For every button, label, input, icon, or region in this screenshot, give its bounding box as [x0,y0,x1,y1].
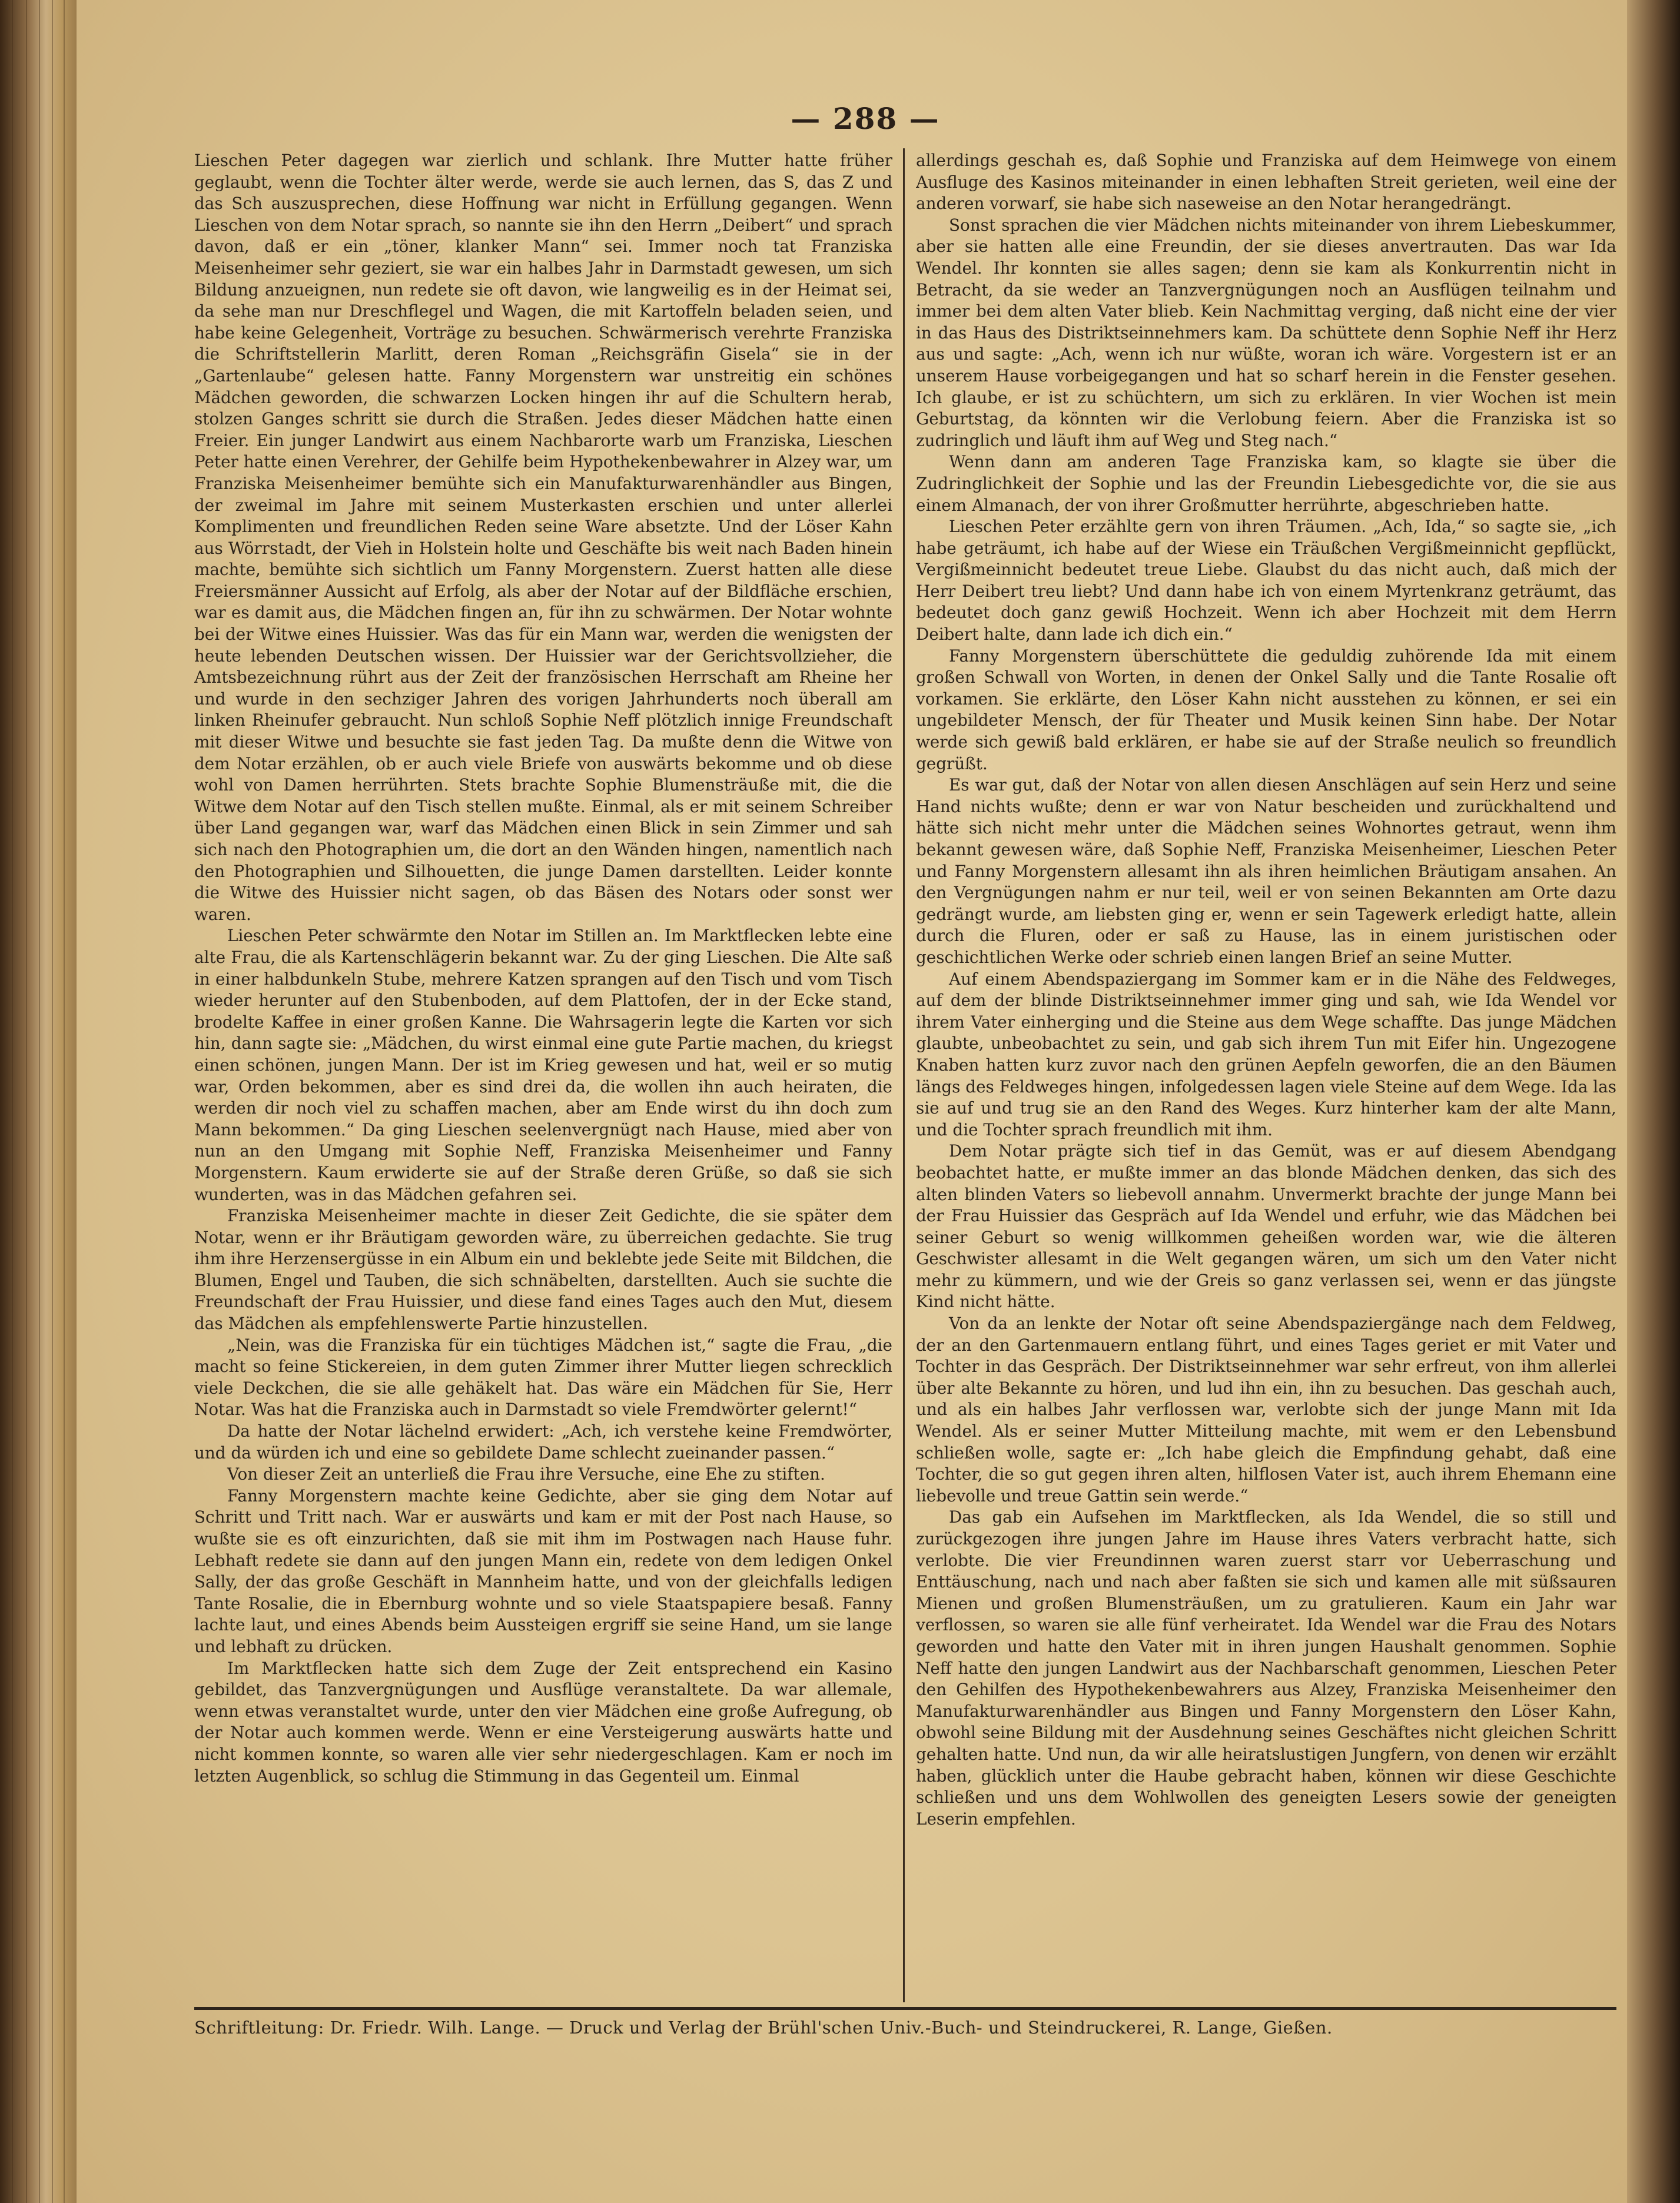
paragraph: Sonst sprachen die vier Mädchen nichts miteinander von ihrem Liebeskummer, aber sie hatten alle eine Freundin, der sie dieses anvertrauten. Das war Ida Wendel. Ihr konnten sie alles sagen; denn sie kam als Konkurrentin nicht in Betracht, da sie weder an Tanzvergnügungen noch an Ausflügen teilnahm und immer bei dem alten Vater blieb. Kein Nachmittag verging, daß nicht eine der vier in das Haus des Distriktseinnehmers kam. Da schüttete denn Sophie Neff ihr Herz aus und sagte: „Ach, wenn ich nur wüßte, woran ich wäre. Vorgestern ist er an unserem Hause vorbeigegangen und hat so scharf herein in die Fenster gesehen. Ich glaube, er ist zu schüchtern, um sich zu erklären. In vier Wochen ist mein Geburtstag, da könnten wir die Verlobung feiern. Aber die Franziska ist so zudringlich und läuft ihm auf Weg und Steg nach.“ [916,215,1616,450]
paragraph: allerdings geschah es, daß Sophie und Franziska auf dem Heimwege von einem Ausfluge des Kasinos miteinander in einen lebhaften Streit gerieten, weil eine der anderen vorwarf, sie habe sich naseweise an den Notar herangedrängt. [916,151,1616,214]
book-page-edges-right [1627,0,1680,2203]
paragraph: Auf einem Abendspaziergang im Sommer kam er in die Nähe des Feldweges, auf dem der blinde Distriktseinnehmer immer ging und sah, wie Ida Wendel vor ihrem Vater einherging und die Steine aus dem Wege schaffte. Das junge Mädchen glaubte, unbeobachtet zu sein, und gab sich ihrem Tun mit Eifer hin. Ungezogene Knaben hatten kurz zuvor nach den grünen Aepfeln geworfen, die an den Bäumen längs des Feldweges hingen, infolgedessen lagen viele Steine auf dem Wege. Ida las sie auf und trug sie an den Rand des Weges. Kurz hinterher kam der alte Mann, und die Tochter sprach freundlich mit ihm. [916,969,1616,1139]
page-number: — 288 — [791,101,940,136]
paragraph: Es war gut, daß der Notar von allen diesen Anschlägen auf sein Herz und seine Hand nichts wußte; denn er war von Natur bescheiden und zurückhaltend und hätte sich nicht mehr unter die Mädchen seines Wohnortes getraut, wenn ihm bekannt gewesen wäre, daß Sophie Neff, Franziska Meisenheimer, Lieschen Peter und Fanny Morgenstern allesamt ihn als ihren heimlichen Bräutigam ansahen. An den Vergnügungen nahm er nur teil, weil er von seinen Bekannten am Orte dazu gedrängt wurde, am liebsten ging er, wenn er sein Tagewerk erledigt hatte, allein durch die Fluren, oder er saß zu Hause, las in einem juristischen oder geschichtlichen Werke oder schrieb einen langen Brief an seine Mutter. [916,775,1616,967]
paragraph: Wenn dann am anderen Tage Franziska kam, so klagte sie über die Zudringlichkeit der Sophie und las der Freundin Liebesgedichte vor, die sie aus einem Almanach, der von ihrer Großmutter herrührte, abgeschrieben hatte. [916,452,1616,515]
paragraph: Im Marktflecken hatte sich dem Zuge der Zeit entsprechend ein Kasino gebildet, das Tanzvergnügungen und Ausflüge veranstaltete. Da war allemale, wenn etwas veranstaltet wurde, unter den vier Mädchen eine große Aufregung, ob der Notar auch kommen werde. Wenn er eine Versteigerung auswärts hatte und nicht kommen konnte, so waren alle vier sehr niedergeschlagen. Kam er noch im letzten Augenblick, so schlug die Stimmung in das Gegenteil um. Einmal [194,1658,892,1786]
paragraph: Lieschen Peter erzählte gern von ihren Träumen. „Ach, Ida,“ so sagte sie, „ich habe geträumt, ich habe auf der Wiese ein Träußchen Vergißmeinnicht gepflückt, Vergißmeinnicht bedeutet treue Liebe. Glaubst du das nicht auch, daß mich der Herr Deibert treu liebt? Und dann habe ich von einem Myrtenkranz geträumt, das bedeutet doch ganz gewiß Hochzeit. Wenn ich aber Hochzeit mit dem Herrn Deibert halte, dann lade ich dich ein.“ [916,517,1616,644]
paragraph: Von dieser Zeit an unterließ die Frau ihre Versuche, eine Ehe zu stiften. [227,1464,825,1484]
paragraph: Fanny Morgenstern überschüttete die geduldig zuhörende Ida mit einem großen Schwall von Worten, in denen der Onkel Sally und die Tante Rosalie oft vorkamen. Sie erklärte, den Löser Kahn nicht ausstehen zu können, er sei ein ungebildeter Mensch, der für Theater und Musik keinen Sinn habe. Der Notar werde sich gewiß bald erklären, er habe sie auf der Straße neulich so freundlich gegrüßt. [916,646,1616,773]
paragraph: Das gab ein Aufsehen im Marktflecken, als Ida Wendel, die so still und zurückgezogen ihre jungen Jahre im Hause ihres Vaters verbracht hatte, sich verlobte. Die vier Freundinnen waren zuerst starr vor Ueberraschung und Enttäuschung, nach und nach aber faßten sie sich und kamen alle mit süßsauren Mienen und großen Blumensträußen, um zu gratulieren. Kaum ein Jahr war verflossen, so waren sie alle fünf verheiratet. Ida Wendel war die Frau des Notars geworden und hatte den Vater mit in ihren jungen Haushalt genommen. Sophie Neff hatte den jungen Landwirt aus der Nachbarschaft genommen, Lieschen Peter den Gehilfen des Hypothekenbewahrers aus Alzey, Franziska Meisenheimer den Manufakturwarenhändler aus Bingen und Fanny Morgenstern den Löser Kahn, obwohl seine Bildung mit der Ausdehnung seines Geschäftes nicht gleichen Schritt gehalten hatte. Und nun, da wir alle heiratslustigen Jungfern, von denen wir erzählt haben, glücklich unter die Haube gebracht haben, können wir diese Geschichte schließen und uns dem Wohlwollen des geneigten Lesers sowie der geneigten Leserin empfehlen. [916,1507,1616,1829]
text-column-left [194,150,892,2004]
imprint-footer: Schriftleitung: Dr. Friedr. Wilh. Lange. — Druck und Verlag der Brühl'schen Univ.-Buch- und Steindruckerei, R. Lange, Gießen. [194,2018,1333,2038]
paragraph: Fanny Morgenstern machte keine Gedichte, aber sie ging dem Notar auf Schritt und Tritt nach. War er auswärts und kam er mit der Post nach Hause, so wußte sie es oft einzurichten, daß sie mit ihm im Postwagen nach Hause fuhr. Lebhaft redete sie dann auf den jungen Mann ein, redete von dem ledigen Onkel Sally, der das große Geschäft in Mannheim hatte, und von der gleichfalls ledigen Tante Rosalie, die in Ebernburg wohnte und so viele Staatspapiere besaß. Fanny lachte laut, und eines Abends beim Aussteigen ergriff sie seine Hand, um sie lange und lebhaft zu drücken. [194,1486,892,1656]
book-page-edges-left [0,0,77,2203]
paragraph: Lieschen Peter schwärmte den Notar im Stillen an. Im Marktflecken lebte eine alte Frau, die als Kartenschlägerin bekannt war. Zu der ging Lieschen. Die Alte saß in einer halbdunkeln Stube, mehrere Katzen sprangen auf den Tisch und vom Tisch wieder herunter auf den Stubenboden, auf dem Plattofen, der in der Ecke stand, brodelte Kaffee in einer großen Kanne. Die Wahrsagerin legte die Karten vor sich hin, dann sagte sie: „Mädchen, du wirst einmal eine gute Partie machen, du kriegst einen schönen, jungen Mann. Der ist im Krieg gewesen und hat, weil er so mutig war, Orden bekommen, aber es sind drei da, die wollen ihn auch heiraten, die werden dir noch viel zu schaffen machen, aber am Ende wirst du ihn doch zum Mann bekommen.“ Da ging Lieschen seelenvergnügt nach Hause, mied aber von nun an den Umgang mit Sophie Neff, Franziska Meisenheimer und Fanny Morgenstern. Kaum erwiderte sie auf der Straße deren Grüße, so daß sie sich wunderten, was in das Mädchen gefahren sei. [194,926,892,1204]
column-divider [903,148,905,2002]
paragraph: Franziska Meisenheimer machte in dieser Zeit Gedichte, die sie später dem Notar, wenn er ihr Bräutigam geworden wäre, zu überreichen gedachte. Sie trug ihm ihre Herzensergüsse in ein Album ein und beklebte jede Seite mit Bildchen, die Blumen, Engel und Tauben, die sich schnäbelten, darstellten. Auch sie suchte die Freundschaft der Frau Huissier, und diese fand eines Tages auch den Mut, diesem das Mädchen als empfehlenswerte Partie hinzustellen. [194,1206,892,1334]
text-column-right [916,150,1616,2004]
paragraph: Von da an lenkte der Notar oft seine Abendspaziergänge nach dem Feldweg, der an den Gartenmauern entlang führt, und eines Tages geriet er mit Vater und Tochter in das Gespräch. Der Distriktseinnehmer war sehr erfreut, von ihm allerlei über alte Bekannte zu hören, und lud ihn ein, ihn zu besuchen. Das geschah auch, und als ein halbes Jahr verflossen war, verlobte sich der junge Mann mit Ida Wendel. Als er seiner Mutter Mitteilung machte, mit wem er den Lebensbund schließen wolle, sagte er: „Ich habe gleich die Empfindung gehabt, daß eine Tochter, die so gut gegen ihren alten, hilflosen Vater ist, auch ihrem Ehemann eine liebevolle und treue Gattin sein werde.“ [916,1314,1616,1506]
paragraph: Da hatte der Notar lächelnd erwidert: „Ach, ich verstehe keine Fremdwörter, und da würden ich und eine so gebildete Dame schlecht zueinander passen.“ [194,1421,892,1463]
paragraph: Dem Notar prägte sich tief in das Gemüt, was er auf diesem Abendgang beobachtet hatte, er mußte immer an das blonde Mädchen denken, das sich des alten blinden Vaters so liebevoll annahm. Unvermerkt brachte der junge Mann bei der Frau Huissier das Gespräch auf Ida Wendel und erfuhr, wie das Mädchen bei seiner Geburt so wenig willkommen geheißen worden war, wie die älteren Geschwister allesamt in die Welt gegangen wären, um sich um den Vater nicht mehr zu kümmern, und wie der Greis so ganz verlassen sei, wenn er das jüngste Kind nicht hätte. [916,1141,1616,1312]
paragraph: „Nein, was die Franziska für ein tüchtiges Mädchen ist,“ sagte die Frau, „die macht so feine Stickereien, in dem guten Zimmer ihrer Mutter liegen schrecklich viele Deckchen, die sie alle gehäkelt hat. Das wäre ein Mädchen für Sie, Herr Notar. Was hat die Franziska auch in Darmstadt so viele Fremdwörter gelernt!“ [194,1335,892,1420]
paragraph: Lieschen Peter dagegen war zierlich und schlank. Ihre Mutter hatte früher geglaubt, wenn die Tochter älter werde, werde sie auch lernen, das S, das Z und das Sch auszusprechen, diese Hoffnung war nicht in Erfüllung gegangen. Wenn Lieschen von dem Notar sprach, so nannte sie ihn den Herrn „Deibert“ und sprach davon, daß er ein „töner, klanker Mann“ sei. Immer noch tat Franziska Meisenheimer sehr geziert, sie war ein halbes Jahr in Darmstadt gewesen, um sich Bildung anzueignen, nun redete sie oft davon, wie langweilig es in der Heimat sei, da sehe man nur Dreschflegel und Wagen, die mit Kartoffeln beladen seien, und habe keine Gelegenheit, Vorträge zu besuchen. Schwärmerisch verehrte Franziska die Schriftstellerin Marlitt, deren Roman „Reichsgräfin Gisela“ sie in der „Gartenlaube“ gelesen hatte. Fanny Morgenstern war unstreitig ein schönes Mädchen geworden, die schwarzen Locken hingen ihr auf die Schultern herab, stolzen Ganges schritt sie durch die Straßen. Jedes dieser Mädchen hatte einen Freier. Ein junger Landwirt aus einem Nachbarorte warb um Franziska, Lieschen Peter hatte einen Verehrer, der Gehilfe beim Hypothekenbewahrer in Alzey war, um Franziska Meisenheimer bemühte sich ein Manufakturwarenhändler aus Bingen, der zweimal im Jahre mit seinem Musterkasten erschien und unter allerlei Komplimenten und freundlichen Reden seine Ware absetzte. Und der Löser Kahn aus Wörrstadt, der Vieh in Holstein holte und Geschäfte bis weit nach Baden hinein machte, bemühte sich sichtlich um Fanny Morgenstern. Zuerst hatten alle diese Freiersmänner Aussicht auf Erfolg, als aber der Notar auf der Bildfläche erschien, war es damit aus, die Mädchen fingen an, für ihn zu schwärmen. Der Notar wohnte bei der Witwe eines Huissier. Was das für ein Mann war, werden die wenigsten der heute lebenden Deutschen wissen. Der Huissier war der Gerichtsvollzieher, die Amtsbezeichnung rührt aus der Zeit der französischen Herrschaft am Rheine her und wurde in den sechziger Jahren des vorigen Jahrhunderts noch überall am linken Rheinufer gebraucht. Nun schloß Sophie Neff plötzlich innige Freundschaft mit dieser Witwe und besuchte sie fast jeden Tag. Da mußte denn die Witwe von dem Notar erzählen, ob er auch viele Briefe von auswärts bekomme und ob diese wohl von Damen herrührten. Stets brachte Sophie Blumensträuße mit, die die Witwe dem Notar auf den Tisch stellen mußte. Einmal, als er mit seinem Schreiber über Land gegangen war, warf das Mädchen einen Blick in sein Zimmer und sah sich nach den Photographien um, die dort an den Wänden hingen, namentlich nach den Photographien und Silhouetten, die junge Damen darstellten. Leider konnte die Witwe des Huissier nicht sagen, ob das Bäsen des Notars oder sonst wer waren. [194,151,892,924]
footer-divider [194,2007,1616,2010]
